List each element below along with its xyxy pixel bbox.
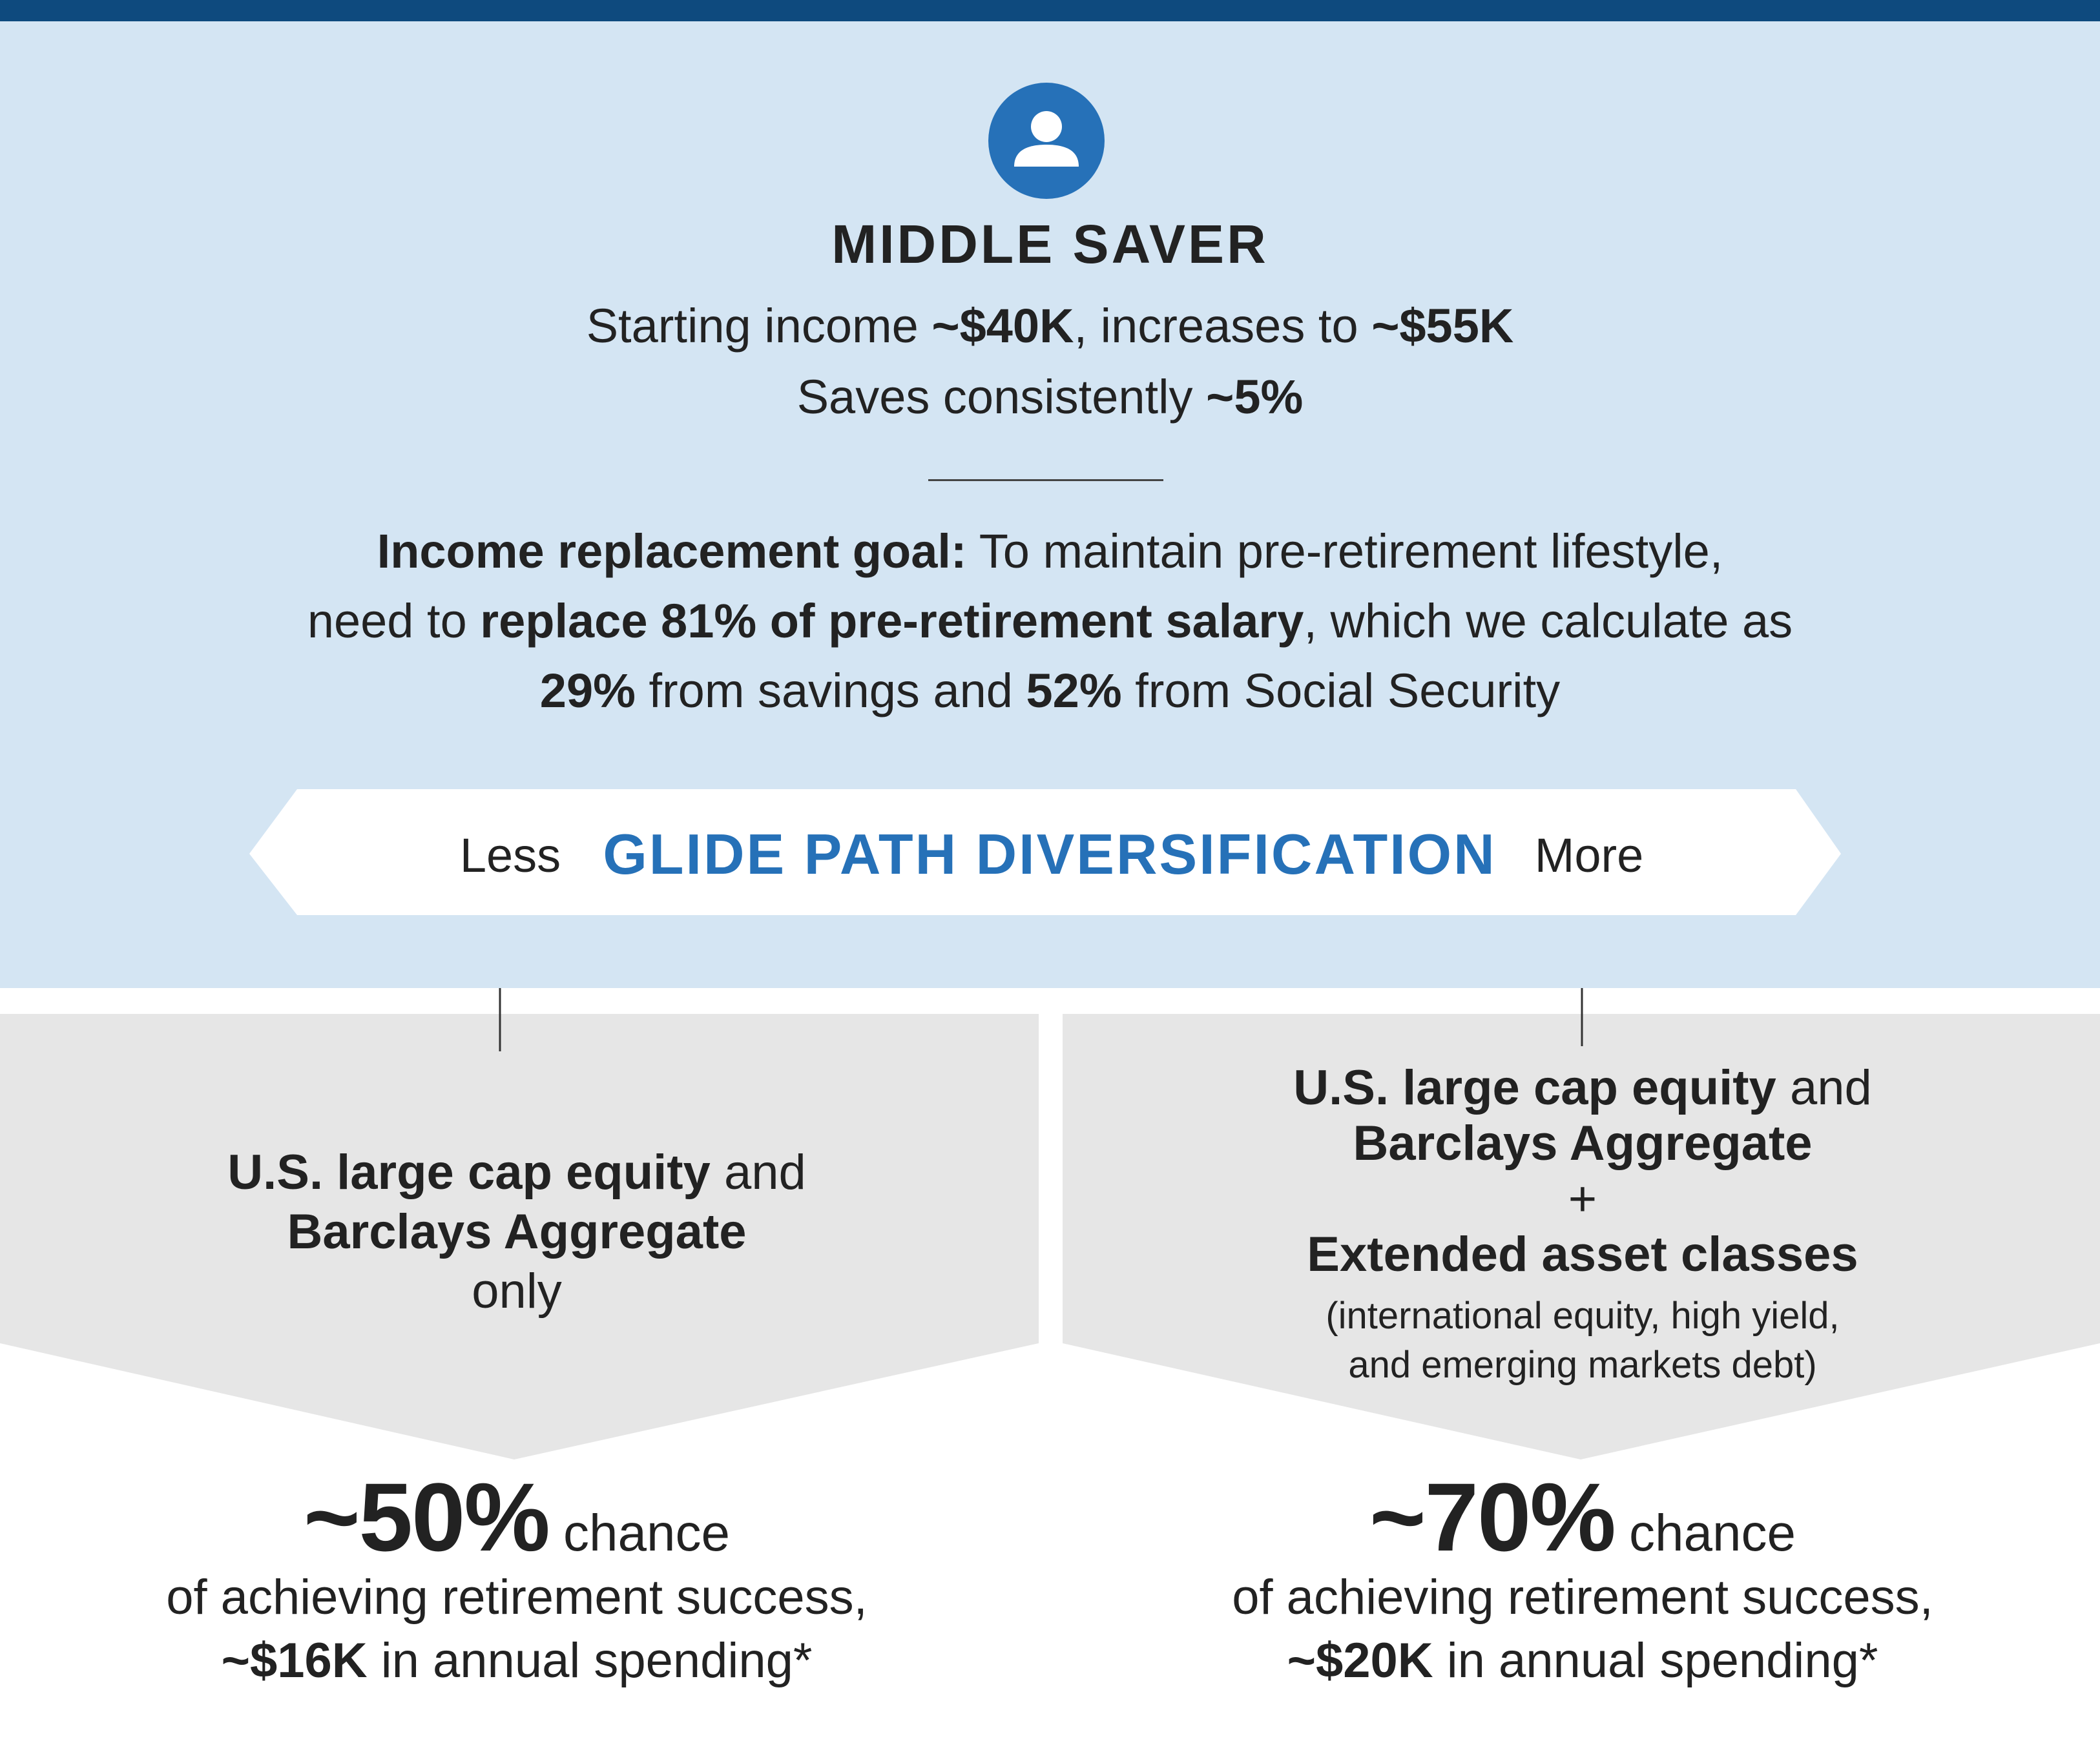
- right-plus: +: [1568, 1171, 1597, 1226]
- profile-title: MIDDLE SAVER: [831, 214, 1269, 274]
- left-pct: ~50%: [303, 1463, 549, 1571]
- left-chance: chance: [548, 1504, 731, 1562]
- goal-text2-suffix: , which we calculate as: [1304, 594, 1793, 648]
- left-only: only: [472, 1264, 562, 1319]
- income-mid: , increases to: [1074, 299, 1372, 353]
- goal-text1: To maintain pre-retirement lifestyle,: [966, 524, 1723, 578]
- goal-savings-pct: 29%: [539, 664, 636, 717]
- goal-ss-pct: 52%: [1026, 664, 1122, 717]
- right-success: of achieving retirement success,: [1232, 1570, 1933, 1625]
- right-pct: ~70%: [1369, 1463, 1615, 1571]
- right-bold1: U.S. large cap equity: [1293, 1060, 1776, 1115]
- left-spend: ~$16K: [221, 1633, 368, 1688]
- left-allocation: [26, 1143, 1008, 1321]
- income-prefix: Starting income: [586, 299, 932, 353]
- right-note1: (international equity, high yield,: [1325, 1295, 1840, 1337]
- right-bold3: Extended asset classes: [1307, 1227, 1858, 1282]
- right-spend-text: in annual spending*: [1433, 1633, 1878, 1688]
- right-note: [1059, 1292, 2100, 1390]
- income-replacement-goal: [0, 517, 2100, 726]
- goal-text2-prefix: need to: [307, 594, 481, 648]
- saves-rate: ~5%: [1206, 370, 1304, 424]
- left-bold2: Barclays Aggregate: [287, 1204, 747, 1259]
- right-allocation: [1059, 1060, 2100, 1283]
- goal-ss-text: from Social Security: [1121, 664, 1561, 717]
- income-end: ~$55K: [1371, 299, 1514, 353]
- left-result: [26, 1463, 1008, 1693]
- right-result: [1059, 1463, 2100, 1693]
- more-label: More: [1534, 829, 1644, 882]
- income-line: [0, 298, 2100, 353]
- top-bar: [0, 0, 2100, 21]
- right-spend: ~$20K: [1287, 1633, 1433, 1688]
- income-start: ~$40K: [931, 299, 1074, 353]
- savings-line: [0, 369, 2100, 424]
- left-bold1: U.S. large cap equity: [227, 1145, 711, 1200]
- glide-path-title: GLIDE PATH DIVERSIFICATION: [603, 822, 1497, 886]
- divider: [928, 479, 1163, 481]
- goal-replace: replace 81% of pre-retirement salary: [480, 594, 1304, 648]
- right-chance: chance: [1614, 1504, 1796, 1562]
- less-label: Less: [459, 829, 561, 882]
- left-and: and: [710, 1145, 806, 1200]
- left-success: of achieving retirement success,: [166, 1570, 868, 1625]
- goal-label: Income replacement goal:: [377, 524, 967, 578]
- right-bold2: Barclays Aggregate: [1353, 1116, 1813, 1171]
- left-spend-text: in annual spending*: [367, 1633, 813, 1688]
- saves-prefix: Saves consistently: [796, 370, 1207, 424]
- right-note2: and emerging markets debt): [1348, 1344, 1817, 1386]
- right-and: and: [1776, 1060, 1872, 1115]
- person-icon: [988, 83, 1105, 199]
- goal-savings-text: from savings and: [635, 664, 1026, 717]
